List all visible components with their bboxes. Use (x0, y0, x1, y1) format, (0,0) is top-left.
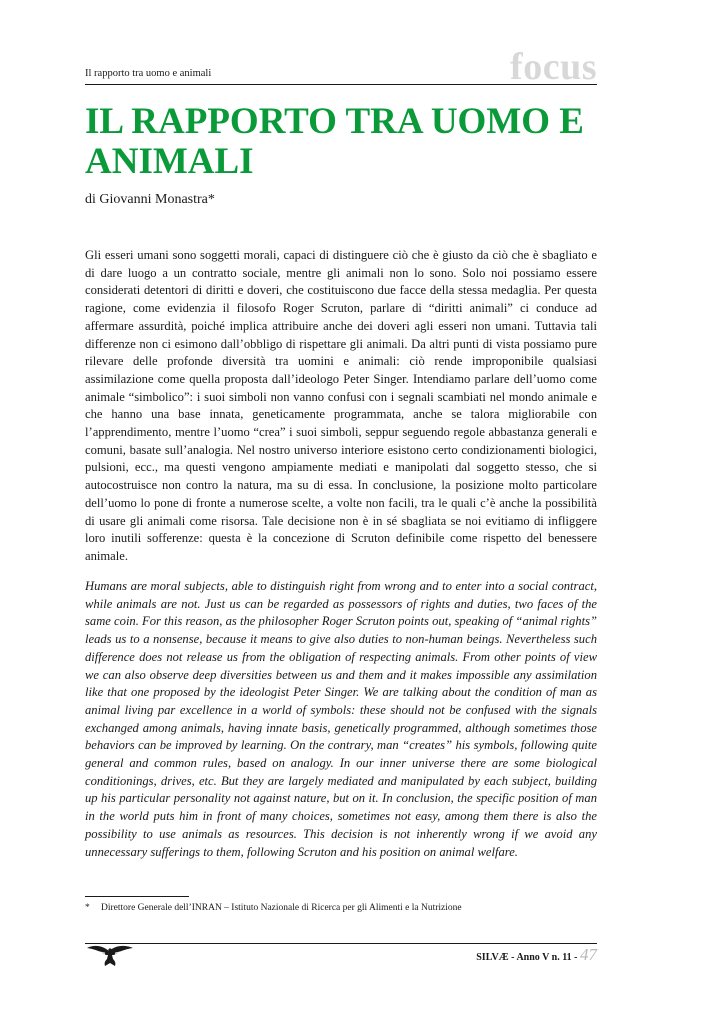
header-rule (85, 84, 597, 85)
footnote-text: Direttore Generale dell’INRAN – Istituto Nazionale di Ricerca per gli Alimenti e la Nutrizione (101, 903, 462, 913)
footnote (85, 903, 462, 913)
journal-issue: SILVÆ - Anno V n. 11 - (476, 952, 578, 963)
article-author: di Giovanni Monastra* (85, 192, 215, 207)
running-head: Il rapporto tra uomo e animali (85, 68, 212, 79)
body-italian: Gli esseri umani sono soggetti morali, capaci di distinguere ciò che è giusto da ciò che è sbagliato e di dare luogo a un contratto sociale, mentre gli animali non lo sono. Solo noi possiamo essere considerati detentori di diritti e doveri, che costituiscono due facce della stessa medaglia. Per questa ragione, come evidenzia il filosofo Roger Scruton, parlare di “diritti animali” ci conduce ad affermare assurdità, poiché implica attribuire anche dei doveri agli esseri non umani. Tuttavia tali differenze non ci esimono dall’obbligo di rispettare gli animali. Da altri punti di vista possiamo pure rilevare delle profonde diversità tra uomini e animali: ciò rende improponibile qualsiasi assimilazione come quella proposta dall’ideologo Peter Singer. Intendiamo parlare dell’uomo come animale “simbolico”: i suoi simboli non vanno confusi con i segnali scambiati nel mondo animale e che hanno una base innata, geneticamente programmata, anche se talora migliorabile con l’apprendimento, mentre l’uomo “crea” i suoi simboli, seppur seguendo regole abbastanza generali e comuni, basate sull’analogia. Nel nostro universo interiore esistono certo condizionamenti biologici, pulsioni, ecc., ma questi vengono ampiamente mediati e manipolati dal soggetto stesso, che si autocostruisce non contro la natura, ma su di essa. In conclusione, la posizione molto particolare dell’uomo lo pone di fronte a numerose scelte, a volte non facili, tra le quali c’è anche la possibilità di usare gli animali come risorsa. Tale decisione non è in sé sbagliata se noi evitiamo di infliggere loro inutili sofferenze: questa è la concezione di Scruton definibile come rispetto del benessere animale. (85, 248, 597, 563)
page-footer (476, 946, 597, 963)
footer-rule (85, 943, 597, 944)
body-english: Humans are moral subjects, able to distinguish right from wrong and to enter into a social contract, while animals are not. Just us can be regarded as possessors of rights and duties, two faces of the same coin. For this reason, as the philosopher Roger Scruton points out, speaking of “animal rights” leads us to a nonsense, because it means to give also duties to non-human beings. Nevertheless such difference does not release us from the obligation of respecting animals. From other points of view we can also observe deep diversities between us and them and it makes impossible any assimilation like that one proposed by the ideologist Peter Singer. We are talking about the condition of man as animal living par excellence in a world of symbols: these should not be confused with the signals exchanged among animals, having innate basis, genetically programmed, although sometimes those behaviors can be improved by learning. On the contrary, man “creates” his symbols, following quite general and common rules, based on analogy. In our inner universe there are some biological conditionings, drives, etc. But they are largely mediated and manipulated by each subject, building up his particular personality not against nature, but on it. In conclusion, the specific position of man in the world puts him in front of many choices, sometimes not easy, among them there is also the possibility to use animals as resources. This decision is not inherently wrong if we avoid any unnecessary sufferings to them, following Scruton and his position on animal welfare. (85, 579, 597, 859)
section-label: focus (510, 46, 597, 88)
article-title: IL RAPPORTO TRA UOMO E ANIMALI (85, 101, 584, 182)
page-number: 47 (580, 945, 597, 964)
footnote-mark: * (85, 903, 90, 913)
eagle-emblem-icon (85, 940, 135, 970)
footnote-rule (85, 896, 189, 897)
